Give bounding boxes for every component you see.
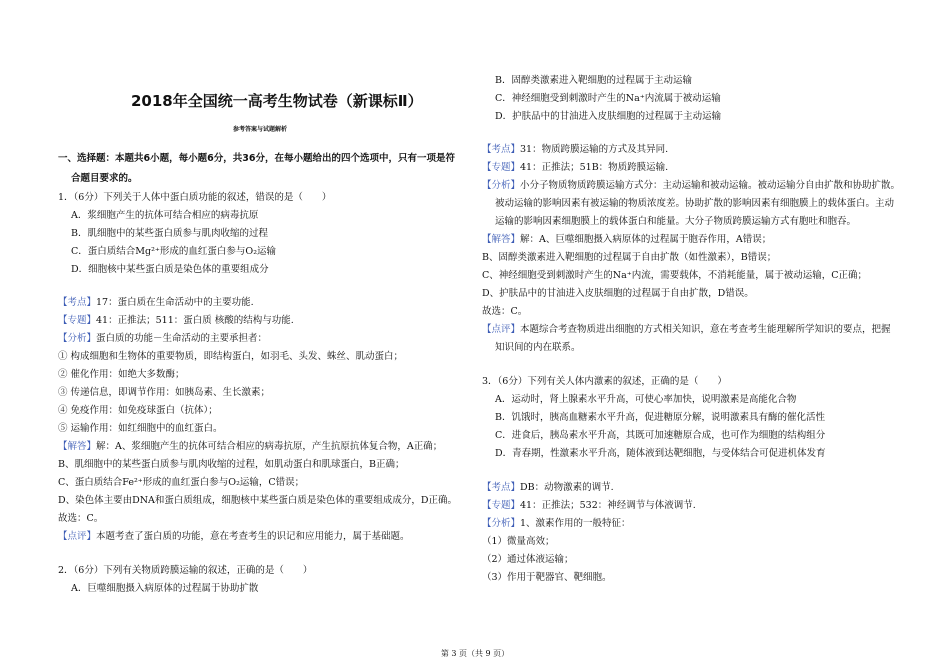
q1-answer: 故选：C。 (58, 513, 104, 524)
q3-fenxi-item-1: （1）微量高效； (482, 536, 555, 547)
q1-jieda-line-d: D、染色体主要由DNA和蛋白质组成，细胞核中某些蛋白质是染色体的重要组成成分，D正确。 (58, 495, 458, 506)
q1-option-c: C．蛋白质结合Mg²⁺形成的血红蛋白参与O₂运输 (71, 246, 276, 257)
q2-dianping (482, 321, 891, 339)
q2-option-b: B．固醇类激素进入靶细胞的过程属于主动运输 (495, 75, 692, 86)
q2-jieda-line-d: D、护肤品中的甘油进入皮肤细胞的过程属于自由扩散，D错误。 (482, 288, 754, 299)
q1-fenxi-item-4: ④ 免疫作用：如免疫球蛋白（抗体）； (58, 405, 218, 416)
page-subtitle: 参考答案与试题解析 (233, 126, 288, 133)
q2-option-c: C．神经细胞受到刺激时产生的Na⁺内流属于被动运输 (495, 93, 721, 104)
q2-zhuanti (482, 159, 668, 177)
q3-kaodian (482, 479, 614, 497)
q2-fenxi (482, 177, 900, 195)
page-footer: 第 3 页（共 9 页） (440, 649, 510, 658)
q1-fenxi-item-5: ⑤ 运输作用：如红细胞中的血红蛋白。 (58, 423, 223, 434)
q2-fenxi-text: 小分子物质物质跨膜运输方式分：主动运输和被动运输。被动运输分自由扩散和协助扩散。 (520, 180, 901, 191)
q1-zhuanti-text: 41：正推法；511：蛋白质 核酸的结构与功能. (96, 315, 294, 326)
q1-fenxi (58, 330, 267, 348)
q1-jieda-tag: 【解答】 (58, 441, 97, 452)
q3-fenxi-tag: 【分析】 (482, 518, 521, 529)
q1-kaodian (58, 294, 254, 312)
q2-jieda-text: 解：A、巨噬细胞摄入病原体的过程属于胞吞作用，A错误； (520, 234, 772, 245)
q2-kaodian-text: 31：物质跨膜运输的方式及其异同. (520, 144, 669, 155)
q3-kaodian-text: DB：动物激素的调节. (520, 482, 614, 493)
q2-jieda (482, 231, 771, 249)
q1-jieda (58, 438, 442, 456)
q3-option-a: A．运动时，肾上腺素水平升高，可使心率加快，说明激素是高能化合物 (495, 394, 797, 405)
q3-option-c: C．进食后，胰岛素水平升高，其既可加速糖原合成，也可作为细胞的结构组分 (495, 430, 826, 441)
q1-option-b: B．肌细胞中的某些蛋白质参与肌肉收缩的过程 (71, 228, 268, 239)
q1-fenxi-text: 蛋白质的功能－生命活动的主要承担者： (96, 333, 268, 344)
q2-jieda-line-b: B、固醇类激素进入靶细胞的过程属于自由扩散（如性激素），B错误； (482, 252, 777, 263)
q3-zhuanti-tag: 【专题】 (482, 500, 521, 511)
q2-kaodian (482, 141, 668, 159)
q1-kaodian-tag: 【考点】 (58, 297, 97, 308)
q3-zhuanti-text: 41：正推法；532：神经调节与体液调节. (520, 500, 696, 511)
q1-fenxi-item-3: ③ 传递信息，即调节作用：如胰岛素、生长激素； (58, 387, 271, 398)
q1-dianping (58, 528, 410, 546)
q2-dianping-line-2: 知识间的内在联系。 (495, 342, 581, 353)
section-heading: 一、选择题：本题共6小题，每小题6分，共36分，在每小题给出的四个选项中，只有一项是符 (58, 153, 455, 164)
q1-option-d: D．细胞核中某些蛋白质是染色体的重要组成分 (71, 264, 269, 275)
q1-fenxi-item-1: ① 构成细胞和生物体的重要物质，即结构蛋白，如羽毛、头发、蛛丝、肌动蛋白； (58, 351, 404, 362)
q2-stem: 2．（6分）下列有关物质跨膜运输的叙述，正确的是（ ） (58, 565, 313, 576)
q2-zhuanti-tag: 【专题】 (482, 162, 521, 173)
q2-jieda-tag: 【解答】 (482, 234, 521, 245)
q2-answer: 故选：C。 (482, 306, 528, 317)
q3-zhuanti (482, 497, 696, 515)
q1-option-a: A．浆细胞产生的抗体可结合相应的病毒抗原 (71, 210, 259, 221)
q1-kaodian-text: 17：蛋白质在生命活动中的主要功能. (96, 297, 254, 308)
q1-fenxi-tag: 【分析】 (58, 333, 97, 344)
q3-fenxi-text: 1、激素作用的一般特征： (520, 518, 631, 529)
q1-fenxi-item-2: ② 催化作用：如绝大多数酶； (58, 369, 185, 380)
q1-zhuanti-tag: 【专题】 (58, 315, 97, 326)
q1-dianping-text: 本题考查了蛋白质的功能，意在考查考生的识记和应用能力，属于基础题。 (96, 531, 410, 542)
q2-zhuanti-text: 41：正推法；51B：物质跨膜运输. (520, 162, 669, 173)
q3-fenxi (482, 515, 631, 533)
q1-jieda-line-c: C、蛋白质结合Fe²⁺形成的血红蛋白参与O₂运输，C错误； (58, 477, 305, 488)
q2-fenxi-line-2: 被动运输的影响因素有被运输的物质浓度差。协助扩散的影响因素有细胞膜上的载体蛋白。主动 (495, 198, 895, 209)
q2-fenxi-tag: 【分析】 (482, 180, 521, 191)
q1-stem: 1．（6分）下列关于人体中蛋白质功能的叙述，错误的是（ ） (58, 192, 332, 203)
q3-option-d: D．青春期，性激素水平升高，随体液到达靶细胞，与受体结合可促进机体发育 (495, 448, 826, 459)
q2-kaodian-tag: 【考点】 (482, 144, 521, 155)
q2-option-a: A．巨噬细胞摄入病原体的过程属于协助扩散 (71, 583, 259, 594)
q3-stem: 3．（6分）下列有关人体内激素的叙述，正确的是（ ） (482, 376, 727, 387)
q2-jieda-line-c: C、神经细胞受到刺激时产生的Na⁺内流，需要载体，不消耗能量，属于被动运输，C正确； (482, 270, 868, 281)
page-title: 2018年全国统一高考生物试卷（新课标Ⅱ） (131, 92, 423, 110)
q1-zhuanti (58, 312, 294, 330)
q3-option-b: B．饥饿时，胰高血糖素水平升高，促进糖原分解，说明激素具有酶的催化活性 (495, 412, 825, 423)
q1-jieda-text: 解：A、浆细胞产生的抗体可结合相应的病毒抗原，产生抗原抗体复合物，A正确； (96, 441, 443, 452)
q2-fenxi-line-3: 运输的影响因素细胞膜上的载体蛋白和能量。大分子物质跨膜运输方式有胞吐和胞吞。 (495, 216, 857, 227)
q2-dianping-tag: 【点评】 (482, 324, 521, 335)
q3-fenxi-item-2: （2）通过体液运输； (482, 554, 574, 565)
q1-dianping-tag: 【点评】 (58, 531, 97, 542)
q3-kaodian-tag: 【考点】 (482, 482, 521, 493)
q1-jieda-line-b: B、肌细胞中的某些蛋白质参与肌肉收缩的过程，如肌动蛋白和肌球蛋白，B正确； (58, 459, 405, 470)
q3-fenxi-item-3: （3）作用于靶器官、靶细胞。 (482, 572, 612, 583)
q2-option-d: D．护肤品中的甘油进入皮肤细胞的过程属于主动运输 (495, 111, 722, 122)
section-heading-cont: 合题目要求的。 (71, 173, 138, 184)
q2-dianping-text: 本题综合考查物质进出细胞的方式相关知识，意在考查考生能理解所学知识的要点，把握 (520, 324, 891, 335)
